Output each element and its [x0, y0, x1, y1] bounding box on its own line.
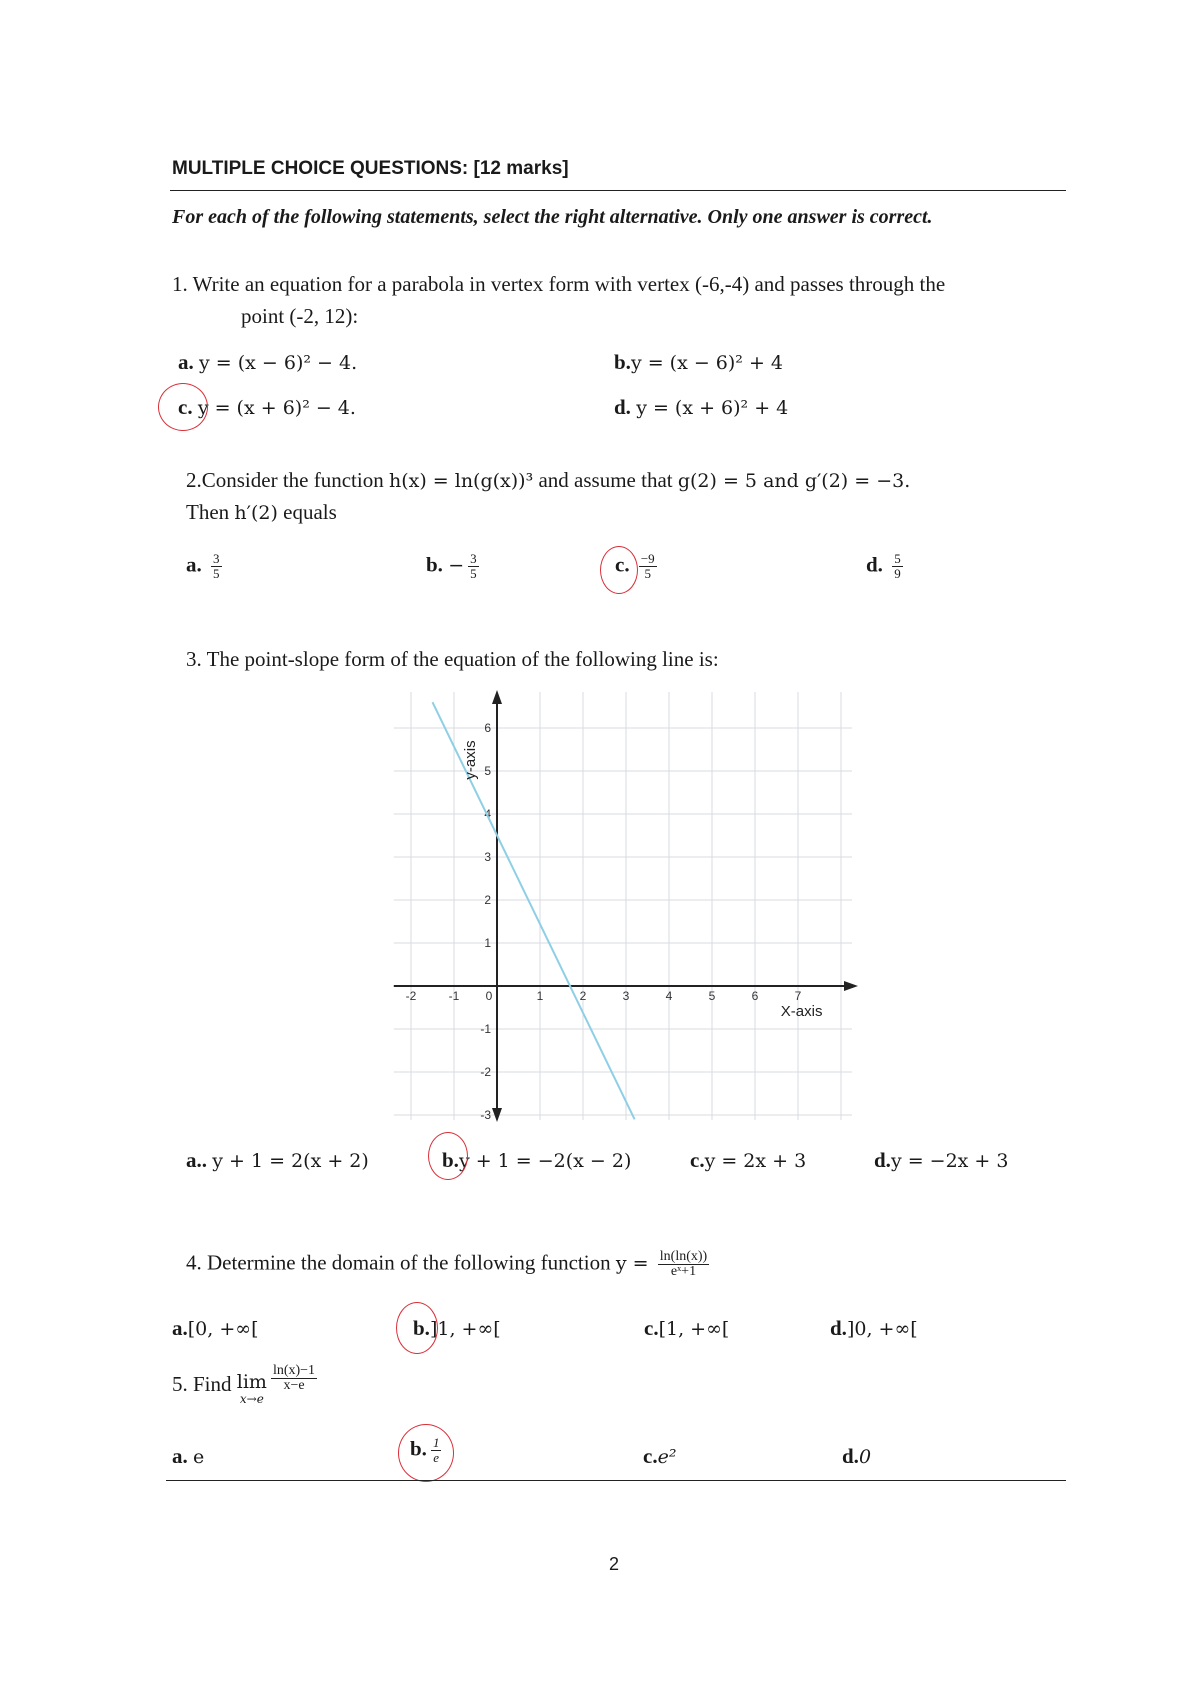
- q3-option-b-text: y + 1 = −2(x − 2): [458, 1150, 632, 1172]
- q2-option-b-label: b.: [426, 552, 443, 577]
- fraction-denominator: eˣ+1: [670, 1264, 697, 1279]
- q1-option-a-label: a.: [178, 350, 194, 374]
- q5-text-part: 5. Find: [172, 1372, 232, 1396]
- q2-text-part: 2.Consider the function: [186, 468, 389, 492]
- y-axis-label: y-axis: [462, 740, 479, 780]
- q4-text-part: 4. Determine the domain of the following function: [186, 1250, 616, 1275]
- q2-text-line2: [186, 500, 337, 525]
- x-axis-label: X-axis: [780, 1003, 823, 1020]
- answer-circle-q1: [158, 383, 208, 431]
- x-tick-label: 7: [794, 989, 802, 1003]
- q3-option-d-text: y = −2x + 3: [890, 1150, 1009, 1172]
- q2-option-d-label: d.: [866, 552, 883, 577]
- q1-option-b-label: b.: [614, 350, 631, 374]
- q3-option-b[interactable]: [442, 1148, 631, 1173]
- q2-option-a[interactable]: [186, 552, 222, 581]
- q1-option-d-text: y = (x + 6)² + 4: [636, 397, 789, 419]
- x-tick-label: 4: [665, 989, 673, 1003]
- q2-option-a-fraction: [211, 552, 222, 581]
- fraction-denominator: x−e: [283, 1378, 305, 1393]
- fraction-numerator: 5: [894, 551, 901, 566]
- q4-option-a[interactable]: [172, 1316, 259, 1341]
- x-tick-label: 2: [579, 989, 587, 1003]
- x-tick-label: -2: [405, 989, 417, 1003]
- q2-text-part: equals: [277, 500, 337, 524]
- fraction-numerator: 3: [470, 551, 477, 566]
- q4-option-c[interactable]: [644, 1316, 729, 1341]
- q4-option-c-text: [1, +∞[: [658, 1318, 730, 1340]
- q5-option-c-text: e²: [657, 1446, 677, 1468]
- y-tick-label: -2: [480, 1065, 491, 1079]
- x-tick-label: 0: [485, 989, 493, 1003]
- q2-option-b[interactable]: [426, 552, 479, 581]
- q2-option-d[interactable]: [866, 552, 903, 581]
- q2-option-d-fraction: [892, 552, 903, 581]
- q1-text-line1: 1. Write an equation for a parabola in vertex form with vertex (-6,-4) and passes through the: [172, 272, 946, 296]
- q3-option-d-label: d.: [874, 1148, 891, 1172]
- fraction-denominator: 5: [644, 566, 651, 581]
- q4-option-d[interactable]: [830, 1316, 918, 1341]
- fraction-denominator: e: [433, 1450, 440, 1465]
- q2-option-a-label: a.: [186, 552, 202, 577]
- q1-option-d[interactable]: [614, 395, 788, 420]
- instructions: For each of the following statements, select the right alternative. Only one answer is correct.: [172, 206, 933, 228]
- q2-option-b-sign: −: [448, 554, 465, 577]
- q1-option-a[interactable]: [178, 350, 357, 375]
- fraction-denominator: 5: [470, 566, 477, 581]
- q3-option-c-label: c.: [690, 1148, 705, 1172]
- chart-ticks: [406, 721, 802, 1122]
- y-tick-label: 5: [484, 764, 491, 778]
- q5-limit-operator: lim: [236, 1371, 267, 1393]
- y-tick-label: 3: [484, 850, 491, 864]
- q3-text: 3. The point-slope form of the equation of the following line is:: [186, 647, 719, 671]
- q4-option-b-text: ]1, +∞[: [429, 1318, 501, 1340]
- x-tick-label: 6: [751, 989, 759, 1003]
- answer-circle-q4: [396, 1302, 438, 1354]
- q5-option-d-text: 0: [858, 1446, 872, 1468]
- q5-limit: [237, 1372, 267, 1406]
- section-heading: MULTIPLE CHOICE QUESTIONS: [12 marks]: [172, 158, 569, 179]
- q2-text-part: and assume that: [533, 468, 678, 492]
- q2-text-line1: [186, 468, 910, 493]
- q5-option-c[interactable]: [643, 1444, 676, 1469]
- answer-circle-q5: [398, 1424, 454, 1482]
- q3-option-d[interactable]: [874, 1148, 1008, 1173]
- bottom-rule: [166, 1480, 1066, 1481]
- answer-circle-q3: [428, 1132, 468, 1180]
- q3-option-a-text: y + 1 = 2(x + 2): [212, 1150, 369, 1172]
- q3-option-a-label: a..: [186, 1148, 207, 1172]
- x-tick-label: -1: [448, 989, 460, 1003]
- q4-text: [186, 1250, 709, 1279]
- q5-text: [172, 1363, 317, 1406]
- q1-option-a-text: y = (x − 6)² − 4.: [199, 352, 358, 374]
- x-tick-label: 5: [708, 989, 716, 1003]
- fraction-numerator: ln(x)−1: [272, 1363, 316, 1378]
- q4-option-c-label: c.: [644, 1316, 659, 1340]
- q5-fraction: [271, 1364, 317, 1393]
- y-axis-arrow-up: [492, 690, 502, 704]
- q4-option-d-label: d.: [830, 1316, 847, 1340]
- answer-circle-q2: [600, 546, 638, 594]
- q2-text-part: Then: [186, 500, 235, 524]
- q5-option-a-label: a.: [172, 1444, 188, 1468]
- fraction-denominator: 5: [213, 566, 220, 581]
- q3-option-c[interactable]: [690, 1148, 806, 1173]
- q5-option-a[interactable]: [172, 1444, 204, 1469]
- q2-option-b-fraction: [468, 552, 479, 581]
- y-tick-label: 2: [484, 893, 491, 907]
- y-tick-label: 4: [484, 807, 491, 821]
- q1-option-c-label: c.: [178, 395, 193, 419]
- fraction-numerator: 3: [213, 551, 220, 566]
- q2-option-c-label: c.: [615, 552, 630, 577]
- q5-option-d[interactable]: [842, 1444, 871, 1469]
- fraction-numerator: −9: [640, 551, 655, 566]
- line-graph: [372, 690, 862, 1122]
- q2-condition: g(2) = 5 and g′(2) = −3.: [677, 470, 911, 492]
- q5-option-c-label: c.: [643, 1444, 658, 1468]
- heading-rule: [170, 190, 1066, 191]
- q1-option-c-text: y = (x + 6)² − 4.: [197, 397, 356, 419]
- x-tick-label: 3: [622, 989, 630, 1003]
- x-axis-arrow: [844, 981, 858, 991]
- q5-option-d-label: d.: [842, 1444, 859, 1468]
- q3-option-a[interactable]: [186, 1148, 369, 1173]
- q4-option-a-label: a.: [172, 1316, 188, 1340]
- y-tick-label: 1: [484, 936, 491, 950]
- q4-function-lhs: y =: [615, 1252, 649, 1275]
- q1-option-b-text: y = (x − 6)² + 4: [630, 352, 784, 374]
- y-tick-label: -3: [480, 1108, 491, 1122]
- q3-option-b-label: b.: [442, 1148, 459, 1172]
- fraction-denominator: 9: [894, 566, 901, 581]
- q4-function-fraction: [658, 1250, 709, 1279]
- q5-limit-subscript: x→e: [239, 1392, 264, 1406]
- q2-function: h(x) = ln(g(x))³: [388, 470, 534, 492]
- fraction-numerator: 1: [432, 1435, 440, 1450]
- q2-option-c-fraction: [639, 552, 657, 581]
- q4-option-d-text: ]0, +∞[: [846, 1318, 918, 1340]
- q1-option-d-label: d.: [614, 395, 631, 419]
- q1-text-line2: point (-2, 12):: [241, 304, 359, 328]
- q4-option-b-label: b.: [413, 1316, 430, 1340]
- x-tick-label: 1: [536, 989, 544, 1003]
- y-tick-label: -1: [480, 1022, 491, 1036]
- y-tick-label: 6: [484, 721, 491, 735]
- q5-option-b-label: b.: [410, 1436, 427, 1461]
- page-number: 2: [609, 1554, 620, 1574]
- q1-option-b[interactable]: [614, 350, 783, 375]
- q3-option-c-text: y = 2x + 3: [704, 1150, 807, 1172]
- fraction-numerator: ln(ln(x)): [659, 1249, 708, 1264]
- q2-derivative: h′(2): [234, 502, 278, 524]
- q4-option-a-text: [0, +∞[: [187, 1318, 259, 1340]
- q5-option-a-text: e: [193, 1446, 205, 1468]
